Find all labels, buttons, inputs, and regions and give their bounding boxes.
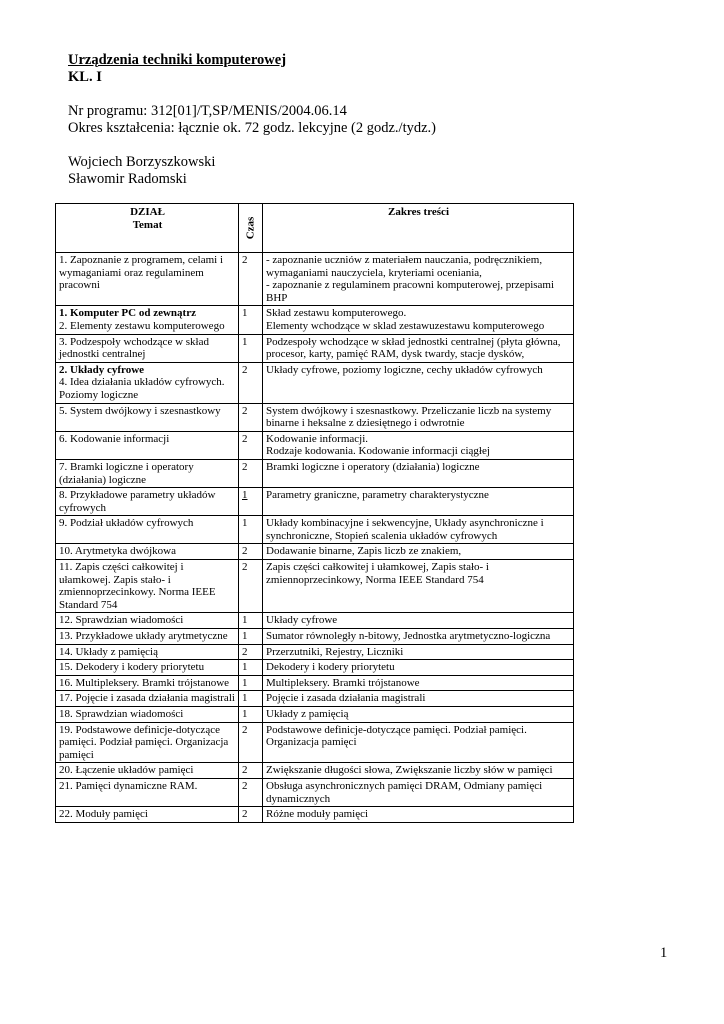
scope-line: Przerzutniki, Rejestry, Liczniki <box>266 645 404 658</box>
table-row <box>56 253 574 306</box>
hours-value: 1 <box>242 614 248 627</box>
topic-text: 8. Przykładowe parametry układów cyfrowych <box>59 489 216 514</box>
hours-cell <box>239 707 263 723</box>
hours-cell <box>239 362 263 403</box>
hours-cell <box>239 253 263 306</box>
topic-cell <box>56 778 239 806</box>
table-row <box>56 544 574 560</box>
hours-cell <box>239 334 263 362</box>
scope-line: Rodzaje kodowania. Kodowanie informacji ciągłej <box>266 445 490 458</box>
document-header <box>68 52 668 188</box>
topic-cell <box>56 403 239 431</box>
hours-value: 2 <box>242 764 248 777</box>
syllabus-table <box>55 203 574 823</box>
column-header-temat: Temat <box>132 218 163 231</box>
scope-cell <box>263 763 574 779</box>
section-title: 1. Komputer PC od zewnątrz <box>59 307 196 320</box>
topic-text: 18. Sprawdzian wiadomości <box>59 708 184 720</box>
table-row <box>56 629 574 645</box>
scope-line: Zwiększanie długości słowa, Zwiększanie liczby słów w pamięci <box>266 764 553 777</box>
table-row <box>56 431 574 459</box>
hours-value: 2 <box>242 723 248 736</box>
section-title: 2. Układy cyfrowe <box>59 363 145 376</box>
table-row <box>56 763 574 779</box>
topic-text: 17. Pojęcie i zasada działania magistrali <box>59 692 235 705</box>
scope-cell <box>263 544 574 560</box>
hours-cell <box>239 431 263 459</box>
topic-cell <box>56 707 239 723</box>
hours-value: 2 <box>242 404 248 417</box>
topic-text: 19. Podstawowe definicje-dotyczące pamięci. Podział pamięci. Organizacja pamięci <box>59 723 229 761</box>
topic-cell <box>56 431 239 459</box>
table-row <box>56 306 574 334</box>
hours-value: 1 <box>242 676 248 689</box>
topic-cell <box>56 644 239 660</box>
hours-cell <box>239 763 263 779</box>
topic-cell <box>56 459 239 487</box>
scope-line: Układy z pamięcią <box>266 708 349 720</box>
hours-cell <box>239 544 263 560</box>
table-row <box>56 403 574 431</box>
topic-cell <box>56 629 239 645</box>
scope-line: Elementy wchodzące w sklad zestawuzestawu komputerowego <box>266 319 545 332</box>
scope-cell <box>263 722 574 763</box>
hours-value: 1 <box>242 307 248 320</box>
hours-value: 1 <box>242 489 248 502</box>
column-header-zakres: Zakres treści <box>263 204 574 253</box>
table-header-row <box>56 204 574 253</box>
scope-cell <box>263 516 574 544</box>
table-row <box>56 560 574 613</box>
column-header-dzial-temat <box>56 204 239 253</box>
topic-text: 22. Moduły pamięci <box>59 808 148 821</box>
hours-value: 2 <box>242 432 248 445</box>
topic-text: 9. Podział układów cyfrowych <box>59 517 194 530</box>
author-name: Sławomir Radomski <box>68 171 187 187</box>
topic-text: 1. Zapoznanie z programem, celami i wymaganiami oraz regulaminem pracowni <box>59 254 224 292</box>
hours-value: 2 <box>242 460 248 473</box>
scope-line: Kodowanie informacji. <box>266 432 369 445</box>
topic-cell <box>56 675 239 691</box>
table-row <box>56 675 574 691</box>
syllabus-table-body <box>56 253 574 823</box>
hours-value: 2 <box>242 545 248 558</box>
hours-value: 1 <box>242 692 248 705</box>
table-row <box>56 334 574 362</box>
hours-value: 2 <box>242 779 248 792</box>
table-row <box>56 459 574 487</box>
scope-line: System dwójkowy i szesnastkowy. Przeliczanie liczb na systemy binarne i heksalne z dziesiętnego i odwrotnie <box>266 404 552 430</box>
topic-cell <box>56 691 239 707</box>
topic-cell <box>56 613 239 629</box>
topic-text: 7. Bramki logiczne i operatory (działania) logiczne <box>59 460 194 486</box>
hours-value: 1 <box>242 661 248 674</box>
hours-value: 2 <box>242 254 248 266</box>
hours-value: 2 <box>242 808 248 821</box>
hours-cell <box>239 691 263 707</box>
scope-line: Układy cyfrowe, poziomy logiczne, cechy układów cyfrowych <box>266 363 543 376</box>
scope-line: Podzespoły wchodzące w skład jednostki centralnej (płyta główna, procesor, karty, pamięć RAM, dysk twardy, stacje dysków, <box>266 335 561 361</box>
topic-text: 16. Multipleksery. Bramki trójstanowe <box>59 676 230 689</box>
table-row <box>56 707 574 723</box>
scope-line: Zapis części całkowitej i ułamkowej, Zapis stało- i zmiennoprzecinkowy, Norma IEEE Standard 754 <box>266 561 489 586</box>
topic-text: 11. Zapis części całkowitej i ułamkowej. Zapis stało- i zmiennoprzecinkowy. Norma IEEE Standard 754 <box>59 561 216 611</box>
scope-line: Różne moduły pamięci <box>266 808 369 821</box>
topic-cell <box>56 516 239 544</box>
hours-cell <box>239 778 263 806</box>
document-title: Urządzenia techniki komputerowej <box>68 52 287 68</box>
scope-line: Układy cyfrowe <box>266 614 338 627</box>
hours-cell <box>239 488 263 516</box>
hours-value: 1 <box>242 335 248 348</box>
hours-value: 2 <box>242 363 248 376</box>
table-row <box>56 613 574 629</box>
table-row <box>56 516 574 544</box>
hours-cell <box>239 560 263 613</box>
hours-cell <box>239 629 263 645</box>
column-header-czas: Czas <box>244 216 257 240</box>
topic-text: 21. Pamięci dynamiczne RAM. <box>59 779 198 792</box>
scope-cell <box>263 707 574 723</box>
hours-value: 1 <box>242 517 248 530</box>
scope-line: Dodawanie binarne, Zapis liczb ze znakiem, <box>266 545 462 558</box>
scope-cell <box>263 778 574 806</box>
scope-cell <box>263 660 574 676</box>
hours-cell <box>239 660 263 676</box>
scope-line: - zapoznanie uczniów z materiałem nauczania, podręcznikiem, wymaganiami nauczyciela, kryteriami oceniania, <box>266 254 543 279</box>
scope-cell <box>263 560 574 613</box>
training-period: Okres kształcenia: łącznie ok. 72 godz. lekcyjne (2 godz./tydz.) <box>68 120 437 136</box>
hours-cell <box>239 403 263 431</box>
topic-text: 3. Podzespoły wchodzące w skład jednostki centralnej <box>59 335 209 361</box>
scope-line: Obsługa asynchronicznych pamięci DRAM, Odmiany pamięci dynamicznych <box>266 779 543 805</box>
topic-cell <box>56 306 239 334</box>
hours-cell <box>239 807 263 823</box>
hours-cell <box>239 306 263 334</box>
topic-cell <box>56 334 239 362</box>
topic-text: 13. Przykładowe układy arytmetyczne <box>59 630 228 643</box>
column-header-czas-cell <box>239 204 263 253</box>
topic-cell <box>56 544 239 560</box>
hours-cell <box>239 675 263 691</box>
topic-cell <box>56 560 239 613</box>
class-label: KL. I <box>68 69 102 85</box>
topic-cell <box>56 253 239 306</box>
scope-cell <box>263 403 574 431</box>
topic-cell <box>56 362 239 403</box>
topic-cell <box>56 807 239 823</box>
scope-line: Parametry graniczne, parametry charakterystyczne <box>266 489 489 502</box>
table-row <box>56 807 574 823</box>
table-row <box>56 778 574 806</box>
scope-cell <box>263 459 574 487</box>
scope-line: Multipleksery. Bramki trójstanowe <box>266 676 420 689</box>
topic-text: 4. Idea działania układów cyfrowych. Poziomy logiczne <box>59 376 225 401</box>
scope-cell <box>263 431 574 459</box>
topic-text: 20. Łączenie układów pamięci <box>59 764 194 777</box>
hours-value: 1 <box>242 708 248 720</box>
scope-cell <box>263 334 574 362</box>
table-row <box>56 488 574 516</box>
scope-cell <box>263 691 574 707</box>
hours-cell <box>239 516 263 544</box>
table-row <box>56 660 574 676</box>
topic-text: 14. Układy z pamięcią <box>59 645 158 658</box>
scope-line: Bramki logiczne i operatory (działania) logiczne <box>266 460 480 473</box>
scope-cell <box>263 306 574 334</box>
scope-cell <box>263 613 574 629</box>
topic-cell <box>56 763 239 779</box>
hours-cell <box>239 722 263 763</box>
scope-cell <box>263 675 574 691</box>
topic-cell <box>56 722 239 763</box>
scope-cell <box>263 807 574 823</box>
scope-line: Skład zestawu komputerowego. <box>266 307 407 320</box>
scope-cell <box>263 629 574 645</box>
hours-cell <box>239 459 263 487</box>
topic-text: 2. Elementy zestawu komputerowego <box>59 319 225 332</box>
topic-text: 12. Sprawdzian wiadomości <box>59 614 184 627</box>
table-row <box>56 722 574 763</box>
topic-text: 5. System dwójkowy i szesnastkowy <box>59 404 221 417</box>
topic-cell <box>56 488 239 516</box>
author-name: Wojciech Borzyszkowski <box>68 154 216 170</box>
hours-cell <box>239 644 263 660</box>
program-number: Nr programu: 312[01]/T,SP/MENIS/2004.06.14 <box>68 103 347 119</box>
table-row <box>56 362 574 403</box>
topic-text: 6. Kodowanie informacji <box>59 432 170 445</box>
scope-cell <box>263 253 574 306</box>
scope-line: Pojęcie i zasada działania magistrali <box>266 692 426 705</box>
topic-text: 10. Arytmetyka dwójkowa <box>59 545 177 558</box>
topic-text: 15. Dekodery i kodery priorytetu <box>59 661 205 674</box>
scope-cell <box>263 488 574 516</box>
scope-line: Układy kombinacyjne i sekwencyjne, Układy asynchroniczne i synchroniczne, Stopień scalenia układów cyfrowych <box>266 517 544 542</box>
scope-line: Dekodery i kodery priorytetu <box>266 661 395 674</box>
scope-line: Podstawowe definicje-dotyczące pamięci. Podział pamięci. Organizacja pamięci <box>266 723 527 749</box>
scope-cell <box>263 644 574 660</box>
table-row <box>56 691 574 707</box>
topic-cell <box>56 660 239 676</box>
scope-line: Sumator równoległy n-bitowy, Jednostka arytmetyczno-logiczna <box>266 630 551 643</box>
scope-line: - zapoznanie z regulaminem pracowni komputerowej, przepisami BHP <box>266 279 555 304</box>
column-header-dzial: DZIAŁ <box>130 206 165 218</box>
hours-value: 2 <box>242 561 248 574</box>
hours-cell <box>239 613 263 629</box>
page-number: 1 <box>660 945 668 961</box>
hours-value: 2 <box>242 645 248 658</box>
table-row <box>56 644 574 660</box>
scope-cell <box>263 362 574 403</box>
hours-value: 1 <box>242 630 248 643</box>
